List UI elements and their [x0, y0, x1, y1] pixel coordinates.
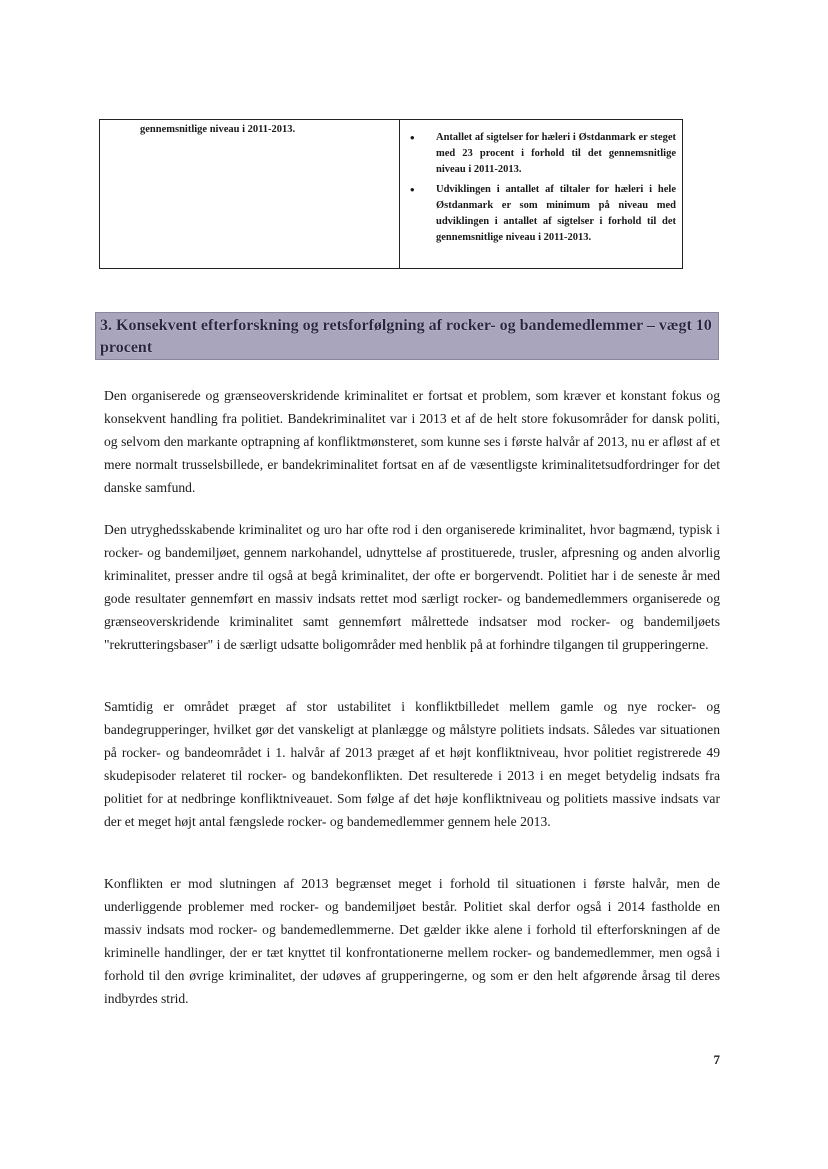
bullet-icon: • [410, 130, 415, 145]
body-paragraph: Den organiserede og grænseoverskridende kriminalitet er fortsat et problem, som kræver et konstant fokus og konsekvent handling fra politiet. Bandekriminalitet var i 2013 et af de helt store fokusområder for dansk politi, og selvom den markante optrapning af konfliktmønsteret, som kunne ses i første halvår af 2013, nu er afløst af et mere normalt trusselsbillede, er bandekriminalitet fortsat en af de væsentligste kriminalitetsudfordringer for det danske samfund. [104, 388, 720, 495]
bullet-list [410, 130, 676, 246]
list-item [410, 130, 676, 178]
bullet-text: Antallet af sigtelser for hæleri i Østdanmark er steget med 23 procent i forhold til det gennemsnitlige niveau i 2011-2013. [436, 132, 676, 175]
body-paragraph: Samtidig er området præget af stor ustabilitet i konfliktbilledet mellem gamle og nye rocker- og bandegrupperinger, hvilket gør det vanskeligt at planlægge og målstyre politiets indsats. Således var situationen på rocker- og bandeområdet i 1. halvår af 2013 præget af et højt konfliktniveau, hvor politiet registrerede 49 skudepisoder relateret til rocker- og bandekonflikten. Det resulterede i 2013 i en meget betydelig indsats fra politiet for at nedbringe konfliktniveauet. Som følge af det høje konfliktniveau og politiets massive indsats var der et meget højt antal fængslede rocker- og bandemedlemmer gennem hele 2013. [104, 699, 720, 829]
list-item [410, 182, 676, 246]
page-number: 7 [713, 1052, 720, 1067]
goals-table [99, 119, 683, 269]
section-heading [95, 312, 719, 360]
section-heading-text: 3. Konsekvent efterforskning og retsforfølgning af rocker- og bandemedlemmer – vægt 10 procent [100, 317, 712, 356]
body-paragraph: Den utryghedsskabende kriminalitet og uro har ofte rod i den organiserede kriminalitet, hvor bagmænd, typisk i rocker- og bandemiljøet, gennem narkohandel, udnyttelse af prostituerede, trusler, afpresning og anden alvorlig kriminalitet, presser andre til også at begå kriminalitet, der ofte er borgervendt. Politiet har i de seneste år med gode resultater gennemført en massiv indsats rettet mod særligt rocker- og bandemedlemmers organiserede og grænseoverskridende kriminalitet samt gennemført målrettede indsatser mod rocker- og bandemiljøets "rekrutteringsbaser" i de særligt udsatte boligområder med henblik på at forhindre tilgangen til grupperingerne. [104, 522, 720, 652]
table-left-text: gennemsnitlige niveau i 2011-2013. [140, 124, 296, 135]
table-right-cell [400, 120, 682, 268]
body-paragraph: Konflikten er mod slutningen af 2013 begrænset meget i forhold til situationen i første halvår, men de underliggende problemer med rocker- og bandemiljøet består. Politiet skal derfor også i 2014 fastholde en massiv indsats mod rocker- og bandemedlemmerne. Det gælder ikke alene i forhold til efterforskningen af de kriminelle handlinger, der er tæt knyttet til konfrontationerne mellem rocker- og bandemedlemmer, men også i forhold til den øvrige kriminalitet, der udøves af grupperingerne, og som er den helt afgørende årsag til deres indbyrdes strid. [104, 876, 720, 1006]
bullet-icon: • [410, 182, 415, 197]
bullet-text: Udviklingen i antallet af tiltaler for hæleri i hele Østdanmark er som minimum på niveau med udviklingen i antallet af sigtelser i forhold til det gennemsnitlige niveau i 2011-2013. [436, 184, 676, 243]
table-left-cell [100, 120, 400, 268]
